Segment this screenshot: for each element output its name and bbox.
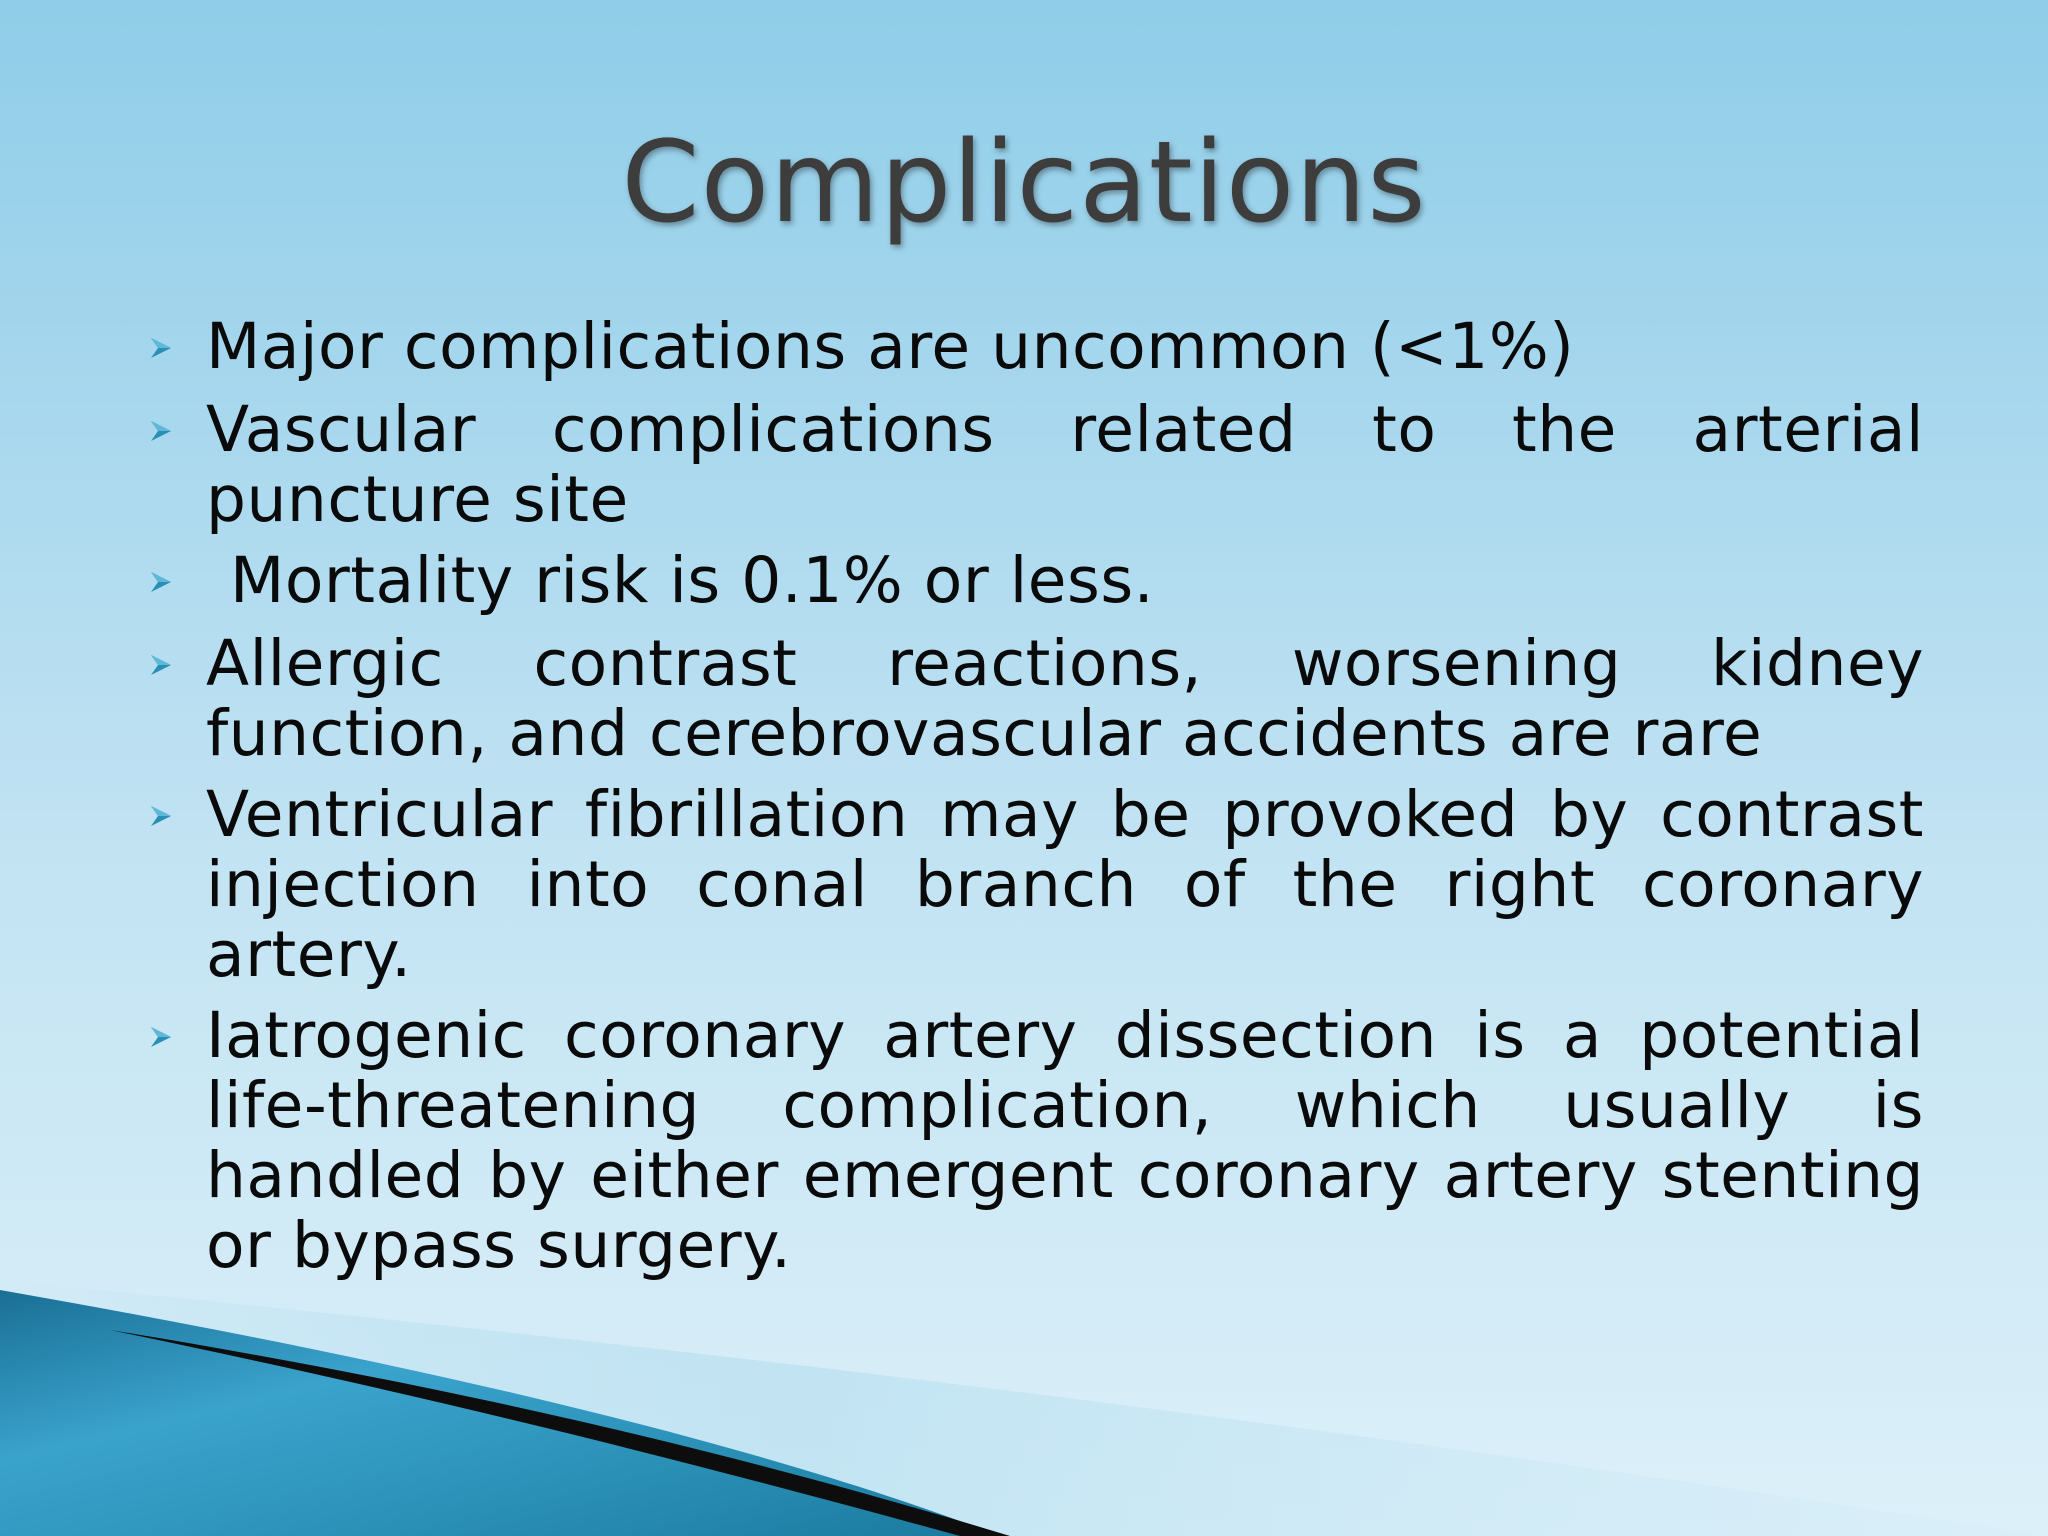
bullet-text: Iatrogenic coronary artery dissection is a potential life-threatening complication, which usually is handled by either emergent coronary artery stenting or bypass surgery. [206, 999, 1924, 1282]
bullet-text: Ventricular fibrillation may be provoked by contrast injection into conal branch of the right coronary artery. [206, 778, 1924, 991]
arrowhead-bullet-icon [148, 629, 206, 701]
arrowhead-bullet-icon [148, 312, 206, 384]
bullet-text: Major complications are uncommon (<1%) [206, 310, 1575, 383]
bullet-list [148, 312, 1924, 1292]
bullet-item [148, 312, 1924, 384]
decorative-swoosh [0, 1250, 2048, 1536]
arrowhead-bullet-icon [148, 395, 206, 467]
slide-title: Complications [621, 118, 1427, 248]
bullet-item [148, 780, 1924, 990]
bullet-item [148, 395, 1924, 535]
bullet-item [148, 546, 1924, 618]
arrowhead-bullet-icon [148, 1001, 206, 1073]
arrowhead-bullet-icon [148, 546, 206, 618]
bullet-item [148, 629, 1924, 769]
arrowhead-bullet-icon [148, 780, 206, 852]
bullet-item [148, 1001, 1924, 1281]
bullet-text: Vascular complications related to the arterial puncture site [206, 393, 1924, 536]
bullet-text: Mortality risk is 0.1% or less. [230, 544, 1155, 617]
bullet-text: Allergic contrast reactions, worsening kidney function, and cerebrovascular accidents are rare [206, 627, 1924, 770]
